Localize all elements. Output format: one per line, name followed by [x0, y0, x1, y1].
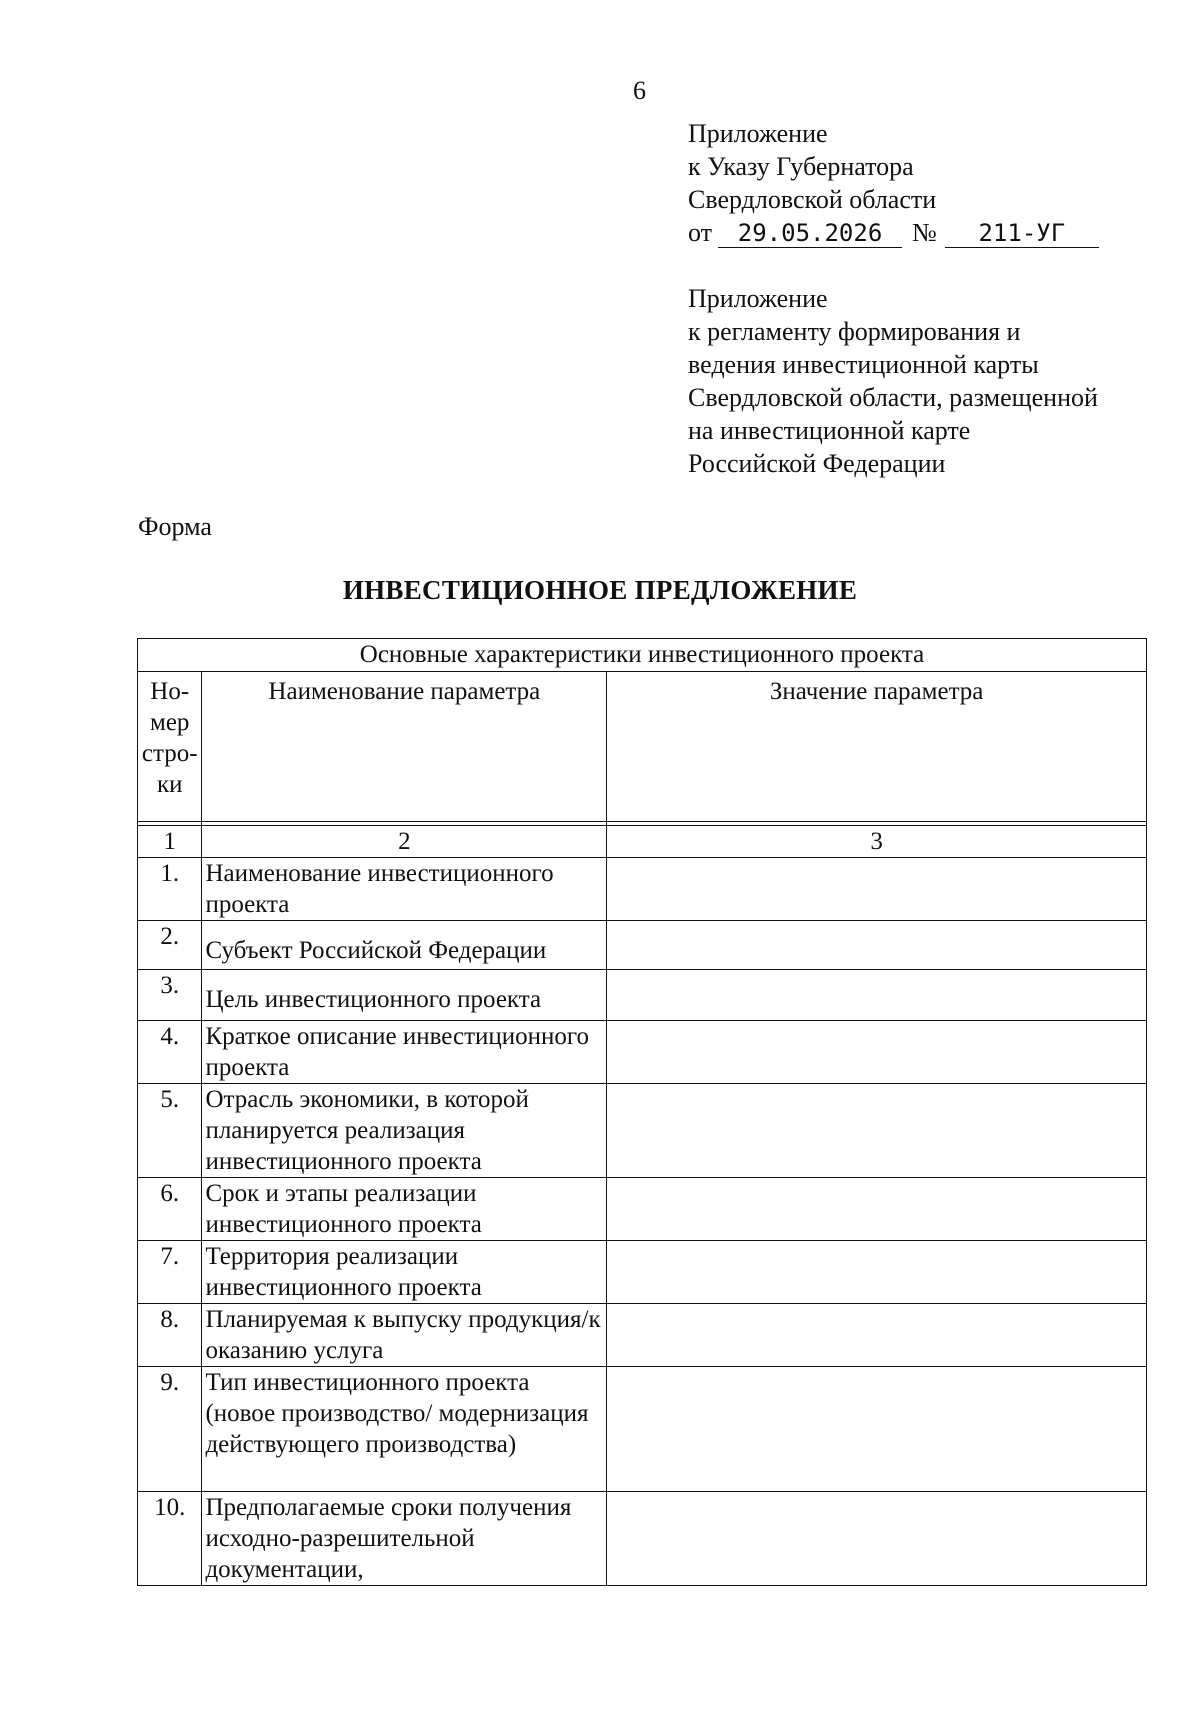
appendix-decree-line: к Указу Губернатора	[688, 152, 914, 181]
date-prefix: от	[688, 218, 713, 247]
column-index: 3	[607, 826, 1147, 858]
row-number: 1.	[138, 858, 202, 921]
row-parameter-value[interactable]	[607, 1178, 1147, 1241]
table-row	[138, 1304, 1147, 1367]
table-header-row	[138, 672, 1147, 822]
table-row	[138, 1367, 1147, 1492]
row-parameter-value[interactable]	[607, 921, 1147, 970]
appendix-regulation-line: Приложение	[688, 284, 828, 313]
page-number: 6	[633, 76, 646, 105]
row-parameter-name: Наименование инвестиционного проекта	[202, 858, 607, 921]
appendix-decree-block	[688, 117, 1099, 249]
investment-proposal-table	[137, 638, 1147, 1586]
column-index-row	[138, 826, 1147, 858]
row-parameter-name: Планируемая к выпуску продукция/к оказанию услуга	[202, 1304, 607, 1367]
form-label: Форма	[138, 512, 212, 541]
document-title: ИНВЕСТИЦИОННОЕ ПРЕДЛОЖЕНИЕ	[342, 575, 858, 605]
table-caption-row	[138, 639, 1147, 672]
row-parameter-value[interactable]	[607, 1492, 1147, 1586]
appendix-regulation-block	[688, 282, 1098, 480]
table-row	[138, 1021, 1147, 1084]
table-row	[138, 1178, 1147, 1241]
row-parameter-name: Краткое описание инвестиционного проекта	[202, 1021, 607, 1084]
row-parameter-name: Срок и этапы реализации инвестиционного проекта	[202, 1178, 607, 1241]
table-row	[138, 1492, 1147, 1586]
row-parameter-name: Территория реализации инвестиционного проекта	[202, 1241, 607, 1304]
row-number: 10.	[138, 1492, 202, 1586]
table-row	[138, 1241, 1147, 1304]
header-parameter-name: Наименование параметра	[202, 672, 607, 822]
table-row	[138, 921, 1147, 970]
row-parameter-value[interactable]	[607, 1304, 1147, 1367]
decree-date-field: 29.05.2026	[718, 219, 902, 248]
appendix-decree-line: Свердловской области	[688, 185, 937, 214]
row-parameter-value[interactable]	[607, 970, 1147, 1021]
row-parameter-name: Субъект Российской Федерации	[202, 921, 607, 970]
row-number: 6.	[138, 1178, 202, 1241]
row-number: 7.	[138, 1241, 202, 1304]
row-parameter-value[interactable]	[607, 1241, 1147, 1304]
appendix-decree-line: Приложение	[688, 119, 828, 148]
row-number: 4.	[138, 1021, 202, 1084]
appendix-regulation-line: на инвестиционной карте	[688, 416, 971, 445]
row-number: 2.	[138, 921, 202, 970]
row-parameter-value[interactable]	[607, 858, 1147, 921]
row-parameter-name: Предполагаемые сроки получения исходно-разрешительной документации,	[202, 1492, 607, 1586]
row-number: 3.	[138, 970, 202, 1021]
appendix-regulation-line: к регламенту формирования и	[688, 317, 1021, 346]
table-row	[138, 970, 1147, 1021]
appendix-regulation-line: ведения инвестиционной карты	[688, 350, 1039, 379]
column-index: 2	[202, 826, 607, 858]
decree-number-field: 211-УГ	[945, 219, 1099, 248]
appendix-regulation-line: Свердловской области, размещенной	[688, 383, 1098, 412]
row-number: 5.	[138, 1084, 202, 1178]
row-parameter-name: Тип инвестиционного проекта (новое производство/ модернизация действующего производства)	[202, 1367, 607, 1492]
number-prefix: №	[912, 218, 937, 247]
row-parameter-value[interactable]	[607, 1021, 1147, 1084]
row-number: 8.	[138, 1304, 202, 1367]
row-parameter-value[interactable]	[607, 1084, 1147, 1178]
header-row-number-text: Но- мер стро- ки	[141, 678, 198, 798]
decree-date-number-line	[688, 216, 1099, 249]
header-parameter-value: Значение параметра	[607, 672, 1147, 822]
header-row-number	[138, 672, 202, 822]
table-row	[138, 858, 1147, 921]
row-parameter-value[interactable]	[607, 1367, 1147, 1492]
row-parameter-name: Цель инвестиционного проекта	[202, 970, 607, 1021]
column-index: 1	[138, 826, 202, 858]
table-row	[138, 1084, 1147, 1178]
row-number: 9.	[138, 1367, 202, 1492]
row-parameter-name: Отрасль экономики, в которой планируется реализация инвестиционного проекта	[202, 1084, 607, 1178]
appendix-regulation-line: Российской Федерации	[688, 449, 946, 478]
table-caption: Основные характеристики инвестиционного проекта	[138, 639, 1147, 672]
